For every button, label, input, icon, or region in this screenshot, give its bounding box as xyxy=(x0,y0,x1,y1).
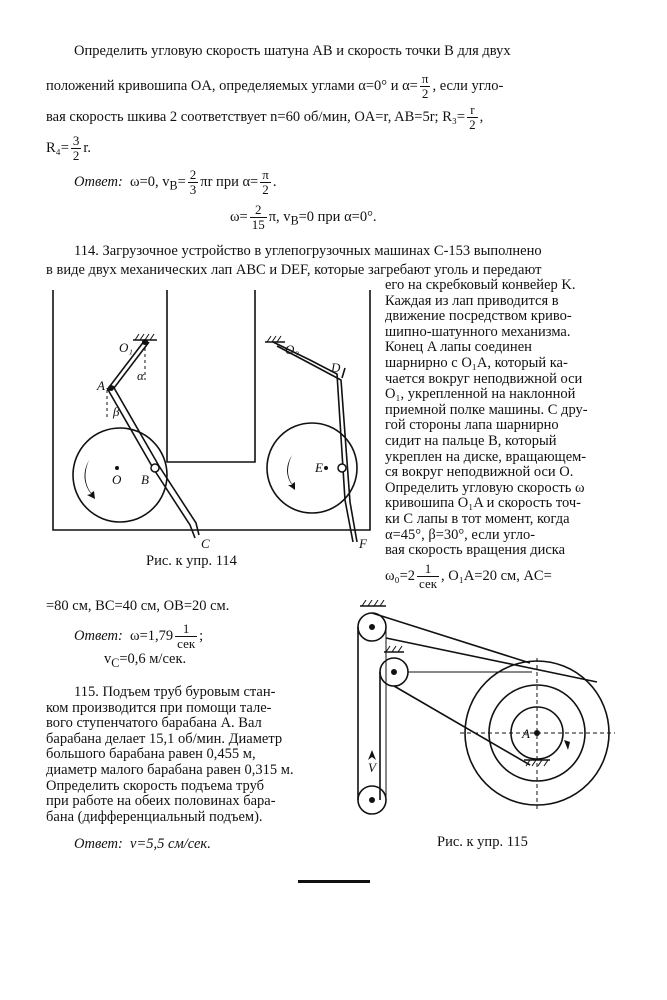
p114-right-line: чается вокруг неподвижной оси xyxy=(385,370,583,387)
p115-line: 115. Подъем труб буровым стан- xyxy=(74,684,276,700)
fig114-label-a: A xyxy=(97,378,105,393)
p115-line: барабана делает 15,1 об/мин. Диаметр xyxy=(46,730,283,747)
p114-right-line: ся вокруг неподвижной оси O. xyxy=(385,464,574,481)
fig114-label-o: O xyxy=(112,472,122,487)
p114-right-line: сидит на пальце B, который xyxy=(385,433,557,449)
p115-line: Определить скорость подъема труб xyxy=(46,777,265,794)
p114-right-line: шарнирно с O₁A, который ка- xyxy=(385,355,568,371)
fig114-label-d: D xyxy=(331,360,341,375)
p115-line: бана (дифференциальный подъем). xyxy=(46,808,263,825)
intro-line-1: Определить угловую скорость шатуна AB и скорость точки B для двух xyxy=(74,43,511,59)
p114-answer-2: $v_C=0,6$ м/сек. xyxy=(104,651,187,670)
fig114-caption: Рис. к упр. 114 xyxy=(146,553,237,569)
p114-right-line: Каждая из лап приводится в xyxy=(385,292,559,309)
p114-right-line: его на скребковый конвейер K. xyxy=(385,277,576,293)
fig114-label-e: E xyxy=(315,460,323,475)
p114-right-line: ки C лапы в тот момент, когда xyxy=(385,511,570,527)
p114-right-line: Конец A лапы соединен xyxy=(385,339,532,356)
intro-line-4: R₄= $\frac{3}{2}$ r. xyxy=(46,133,92,163)
intro-line-3: вая скорость шкива 2 соответствует n=60 об/мин, OA=r, AB=5r; R₃= $\frac{r}{2}$ , xyxy=(46,102,484,132)
fig114-label-b: B xyxy=(141,472,149,487)
p114-right-line: кривошипа O₁A и скорость точ- xyxy=(385,495,582,512)
p115-line: при работе на обеих половинах бара- xyxy=(46,793,276,810)
intro-answer-1: Ответ: ω=0, $v_B=$ $\frac{2}{3}$ πr при α= $\frac{\pi}{2}$ . xyxy=(74,167,277,197)
p114-line-1: 114. Загрузочное устройство в углепогрузочных машинах С-153 выполнено xyxy=(74,243,542,259)
fig114-label-c: C xyxy=(201,536,210,551)
p114-answer-1: Ответ: ω=1,79 $\frac{1}{\text{сек}}$ ; xyxy=(74,621,204,651)
p114-line-2: в виде двух механических лап ABC и DEF, которые загребают уголь и передают xyxy=(46,262,542,278)
p114-right-line: приемной полке машины. С дру- xyxy=(385,401,588,418)
fig114-label-o2: O₂ xyxy=(285,342,299,357)
page-separator xyxy=(298,880,370,883)
p114-right-line: Определить угловую скорость ω xyxy=(385,479,585,496)
p114-right-line: укреплен на диске, вращающем- xyxy=(385,448,587,465)
p115-answer: Ответ: v=5,5 см/сек. xyxy=(74,836,211,852)
p114-right-line: O₁, укрепленной на наклонной xyxy=(385,386,576,403)
figure-114 xyxy=(45,290,380,560)
p114-right-line: движение посредством криво- xyxy=(385,308,572,325)
p115-line: диаметр малого барабана равен 0,315 м. xyxy=(46,762,294,778)
intro-line-2: положений кривошипа OA, определяемых углами α=0° и α= $\frac{\pi}{2}$ , если угло- xyxy=(46,71,504,101)
p115-line: ком производится при помощи тале- xyxy=(46,699,272,716)
p114-right-line: вая скорость вращения диска xyxy=(385,542,566,559)
fig115-label-v: V xyxy=(368,760,376,775)
fig114-label-beta: β xyxy=(113,404,120,419)
fig115-label-a: A xyxy=(522,726,530,741)
p114-right-line: гой стороны лапа шарнирно xyxy=(385,417,559,434)
p114-omega-line: ω₀=2 $\frac{1}{\text{сек}}$ , O₁A=20 см, AC= xyxy=(385,561,552,591)
fig114-label-f: F xyxy=(359,536,367,551)
p115-line: большого барабана равен 0,455 м, xyxy=(46,746,256,763)
figure-115 xyxy=(350,600,630,830)
fig114-label-alpha: α xyxy=(137,368,144,383)
p114-right-line: α=45°, β=30°, если углo- xyxy=(385,526,536,543)
fig114-label-o1: O₁ xyxy=(119,340,133,355)
intro-answer-2: ω= $\frac{2}{15}$ π, $v_B=0$ при α=0°. xyxy=(230,202,377,232)
p114-continuation: =80 см, BC=40 см, OB=20 см. xyxy=(46,598,230,614)
fig115-caption: Рис. к упр. 115 xyxy=(437,834,528,850)
p115-line: вого ступенчатого барабана A. Вал xyxy=(46,715,262,732)
p114-right-line: шипно-шатунного механизма. xyxy=(385,323,571,340)
